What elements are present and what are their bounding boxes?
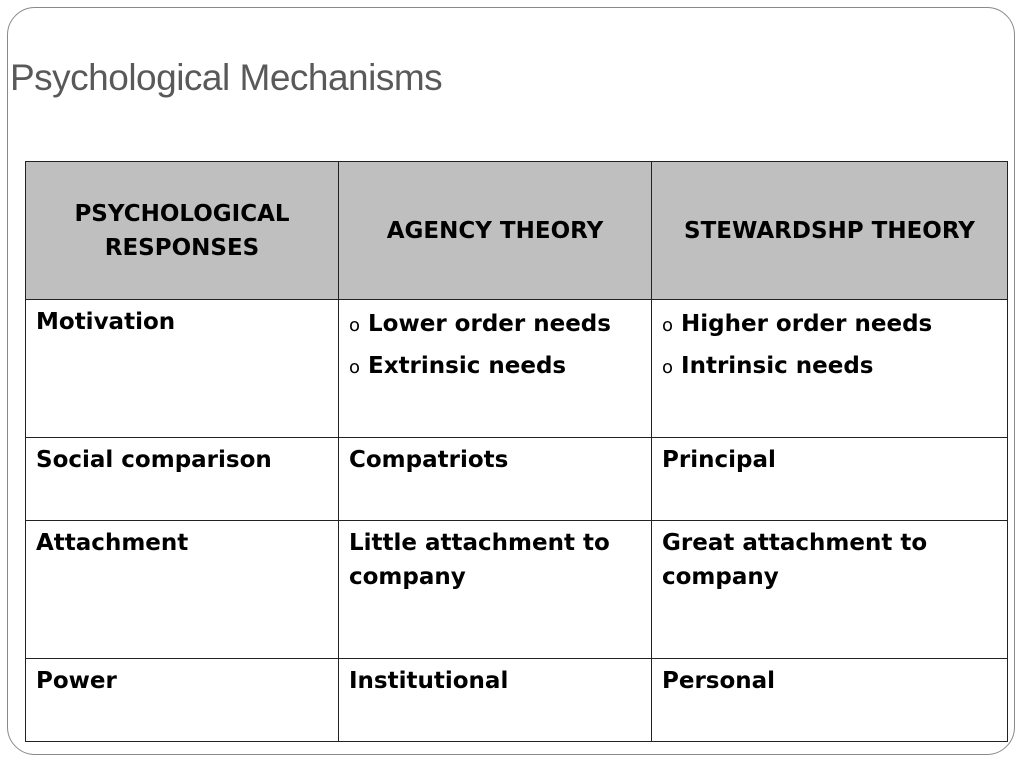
list-item xyxy=(662,307,997,343)
row-label-attachment: Attachment xyxy=(26,521,339,659)
stewardship-social-comparison-cell: Principal xyxy=(652,438,1008,521)
list-item xyxy=(349,307,641,343)
header-psychological-responses: PSYCHOLOGICAL RESPONSES xyxy=(26,162,339,300)
bullet-marker: o xyxy=(662,315,674,336)
header-agency-theory: AGENCY THEORY xyxy=(339,162,652,300)
list-item-text: Higher order needs xyxy=(681,311,933,337)
stewardship-attachment-cell: Great attachment to company xyxy=(652,521,1008,659)
slide-title: Psychological Mechanisms xyxy=(10,57,443,98)
list-item-text: Intrinsic needs xyxy=(681,353,874,379)
stewardship-motivation-cell xyxy=(652,300,1008,438)
row-label-motivation: Motivation xyxy=(26,300,339,438)
list-item-text: Lower order needs xyxy=(368,311,611,337)
row-label-social-comparison: Social comparison xyxy=(26,438,339,521)
agency-motivation-list xyxy=(349,305,641,385)
list-item xyxy=(662,349,997,385)
table-row xyxy=(26,521,1008,659)
list-item-text: Extrinsic needs xyxy=(368,353,567,379)
row-label-power: Power xyxy=(26,659,339,742)
comparison-table xyxy=(25,161,1008,742)
bullet-marker: o xyxy=(349,357,361,378)
table-row xyxy=(26,659,1008,742)
bullet-marker: o xyxy=(349,315,361,336)
table-header-row xyxy=(26,162,1008,300)
agency-attachment-cell: Little attachment to company xyxy=(339,521,652,659)
table-row xyxy=(26,300,1008,438)
agency-social-comparison-cell: Compatriots xyxy=(339,438,652,521)
table-row xyxy=(26,438,1008,521)
agency-power-cell: Institutional xyxy=(339,659,652,742)
header-stewardship-theory: STEWARDSHP THEORY xyxy=(652,162,1008,300)
stewardship-motivation-list xyxy=(662,305,997,385)
stewardship-power-cell: Personal xyxy=(652,659,1008,742)
bullet-marker: o xyxy=(662,357,674,378)
list-item xyxy=(349,349,641,385)
agency-motivation-cell xyxy=(339,300,652,438)
